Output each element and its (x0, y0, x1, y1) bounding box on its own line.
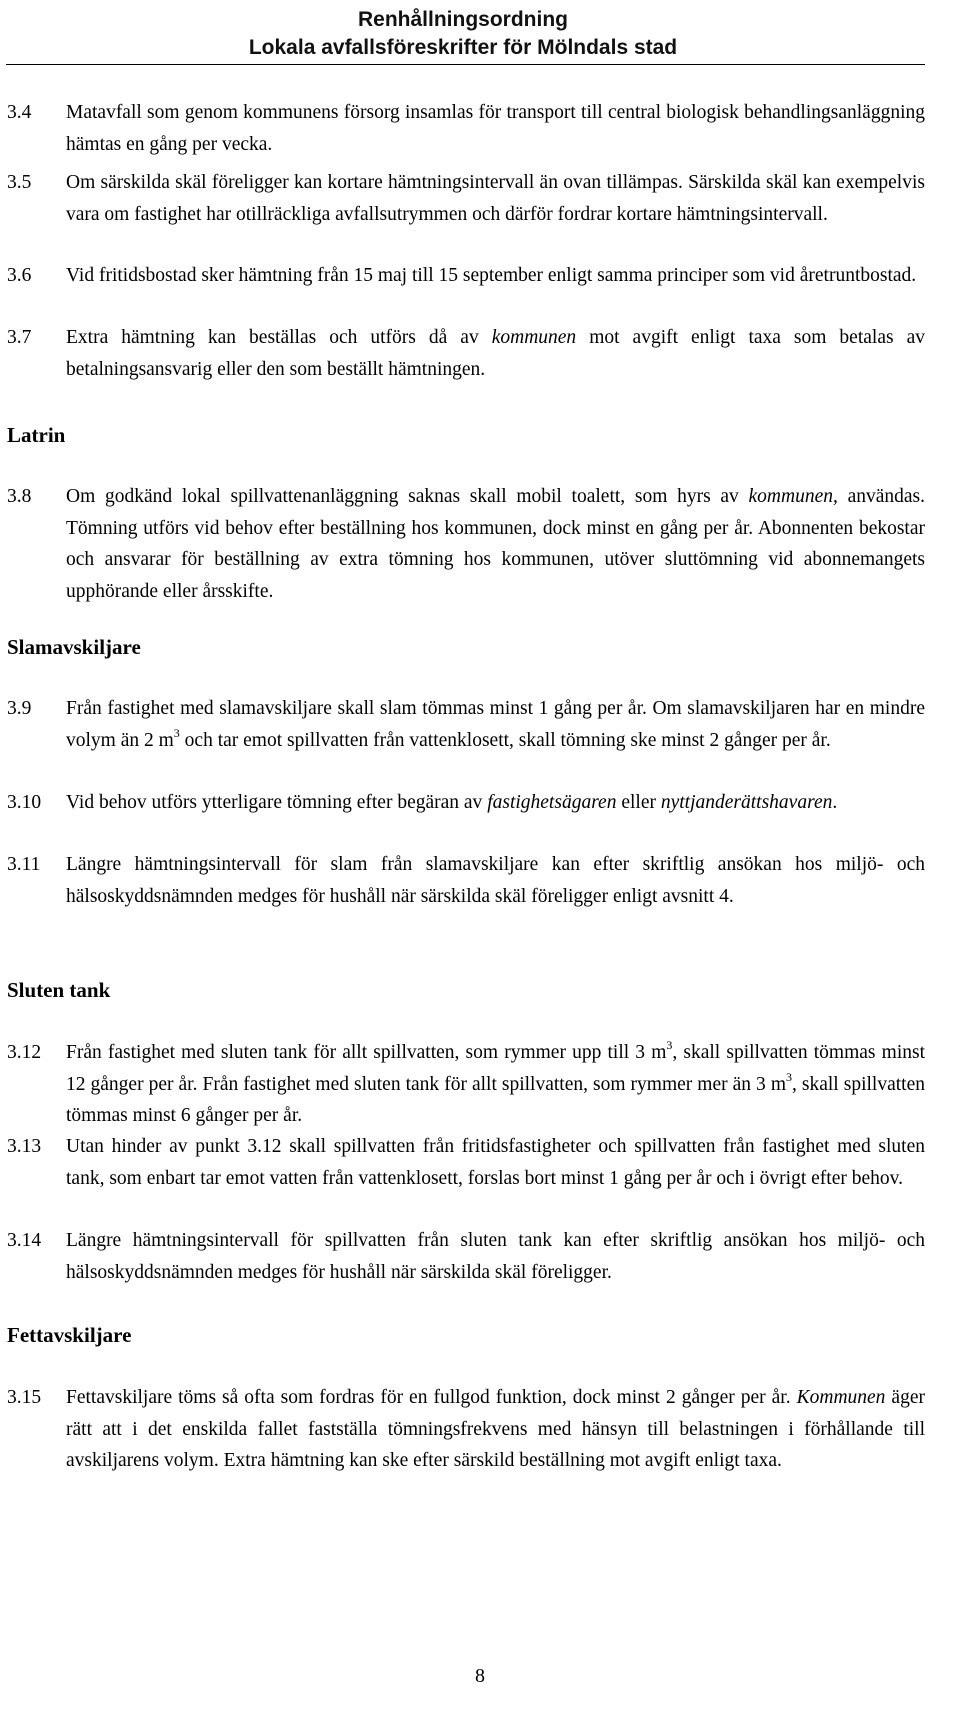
item-number: 3.9 (7, 698, 32, 719)
item-number: 3.12 (7, 1042, 42, 1063)
item-number: 3.8 (7, 486, 32, 507)
header-divider (6, 64, 925, 65)
section-3-9 (7, 693, 925, 756)
section-3-15 (7, 1382, 925, 1477)
item-number: 3.6 (7, 265, 32, 286)
superscript: 3 (666, 1038, 673, 1052)
item-number: 3.15 (7, 1387, 42, 1408)
page-number: 8 (475, 1665, 485, 1687)
superscript: 3 (786, 1069, 792, 1084)
emphasis-term: kommunen, (748, 486, 838, 507)
section-3-4 (7, 97, 925, 160)
item-text: Längre hämtningsintervall för slam från slamavskiljare kan efter skriftlig ansökan hos miljö- och hälsoskyddsnämnden medges för hushåll när särskilda skäl föreligger enligt avsnitt 4. (66, 854, 925, 907)
item-text: Längre hämtningsintervall för spillvatten från sluten tank kan efter skriftlig ansökan hos miljö- och hälsoskyddsnämnden medges för hushåll när särskilda skäl föreligger. (66, 1230, 925, 1283)
emphasis-term: fastighetsägaren (487, 792, 617, 813)
section-3-10 (7, 787, 925, 819)
section-3-14 (7, 1225, 925, 1288)
section-3-7 (7, 322, 925, 385)
item-number: 3.14 (7, 1230, 42, 1251)
item-text: Vid fritidsbostad sker hämtning från 15 maj till 15 september enligt samma principer som vid åretruntbostad. (66, 265, 917, 286)
section-3-5 (7, 167, 925, 230)
section-3-6 (7, 260, 925, 292)
section-3-13 (7, 1131, 925, 1194)
item-number: 3.10 (7, 792, 42, 813)
item-number: 3.11 (7, 854, 41, 875)
item-number: 3.13 (7, 1136, 42, 1157)
item-text: Utan hinder av punkt 3.12 skall spillvatten från fritidsfastigheter och spillvatten från fastighet med sluten tank, som enbart tar emot vatten från vattenklosett, forslas bort minst 1 gång per år och i övrigt efter behov. (66, 1136, 925, 1189)
item-number: 3.4 (7, 102, 32, 123)
heading-fettavskiljare: Fettavskiljare (7, 1323, 132, 1347)
emphasis-term: kommunen (491, 327, 577, 348)
emphasis-term: Kommunen (796, 1387, 886, 1408)
heading-latrin: Latrin (7, 423, 66, 447)
item-text: Från fastighet med sluten tank för allt spillvatten, som rymmer upp till 3 $m^3$, skall spillvatten tömmas minst 12 gånger per år. Från fastighet med sluten tank för allt spillvatten, som rymmer mer än 3 $m^3$, skall spillvatten tömmas minst 6 gånger per år. (66, 1038, 925, 1127)
item-text: Matavfall som genom kommunens försorg insamlas för transport till central biologisk behandlingsanläggning hämtas en gång per vecka. (66, 102, 925, 155)
item-text: Om godkänd lokal spillvattenanläggning saknas skall mobil toalett, som hyrs av kommunen, användas. Tömning utförs vid behov efter beställning hos kommunen, dock minst en gång per år. Abonnenten bekostar och ansvarar för beställning av extra tömning hos kommunen, utöver sluttömning vid abonnemangets upphörande eller årsskifte. (66, 486, 925, 602)
item-number: 3.5 (7, 172, 32, 193)
superscript: 3 (173, 725, 180, 740)
item-text: Från fastighet med slamavskiljare skall slam tömmas minst 1 gång per år. Om slamavskiljaren har en mindre volym än 2 $m^3$ och tar emot spillvatten från vattenklosett, skall tömning ske minst 2 gånger per år. (66, 698, 925, 751)
heading-sluten-tank: Sluten tank (7, 978, 111, 1002)
page-header (0, 6, 926, 62)
item-text: Om särskilda skäl föreligger kan kortare hämtningsintervall än ovan tillämpas. Särskilda skäl kan exempelvis vara om fastighet har otillräckliga avfallsutrymmen och därför fordrar kortare hämtningsintervall. (66, 172, 925, 225)
item-text: Vid behov utförs ytterligare tömning efter begäran av fastighetsägaren eller nyttjanderättshavaren. (66, 792, 838, 813)
item-text: Fettavskiljare töms så ofta som fordras för en fullgod funktion, dock minst 2 gånger per år. Kommunen äger rätt att i det enskilda fallet fastställa tömningsfrekvens med hänsyn till belastningen i förhållande till avskiljarens volym. Extra hämtning kan ske efter särskild beställning mot avgift enligt taxa. (66, 1387, 925, 1472)
emphasis-term: nyttjanderättshavaren (660, 792, 833, 813)
item-number: 3.7 (7, 327, 32, 348)
section-3-8 (7, 481, 925, 607)
section-3-12 (7, 1037, 925, 1132)
heading-slamavskiljare: Slamavskiljare (7, 635, 141, 659)
item-text: Extra hämtning kan beställas och utförs då av kommunen mot avgift enligt taxa som betalas av betalningsansvarig eller den som beställt hämtningen. (66, 327, 925, 380)
document-subtitle: Lokala avfallsföreskrifter för Mölndals stad (248, 36, 678, 59)
section-3-11 (7, 849, 925, 912)
document-title: Renhållningsordning (358, 8, 568, 31)
